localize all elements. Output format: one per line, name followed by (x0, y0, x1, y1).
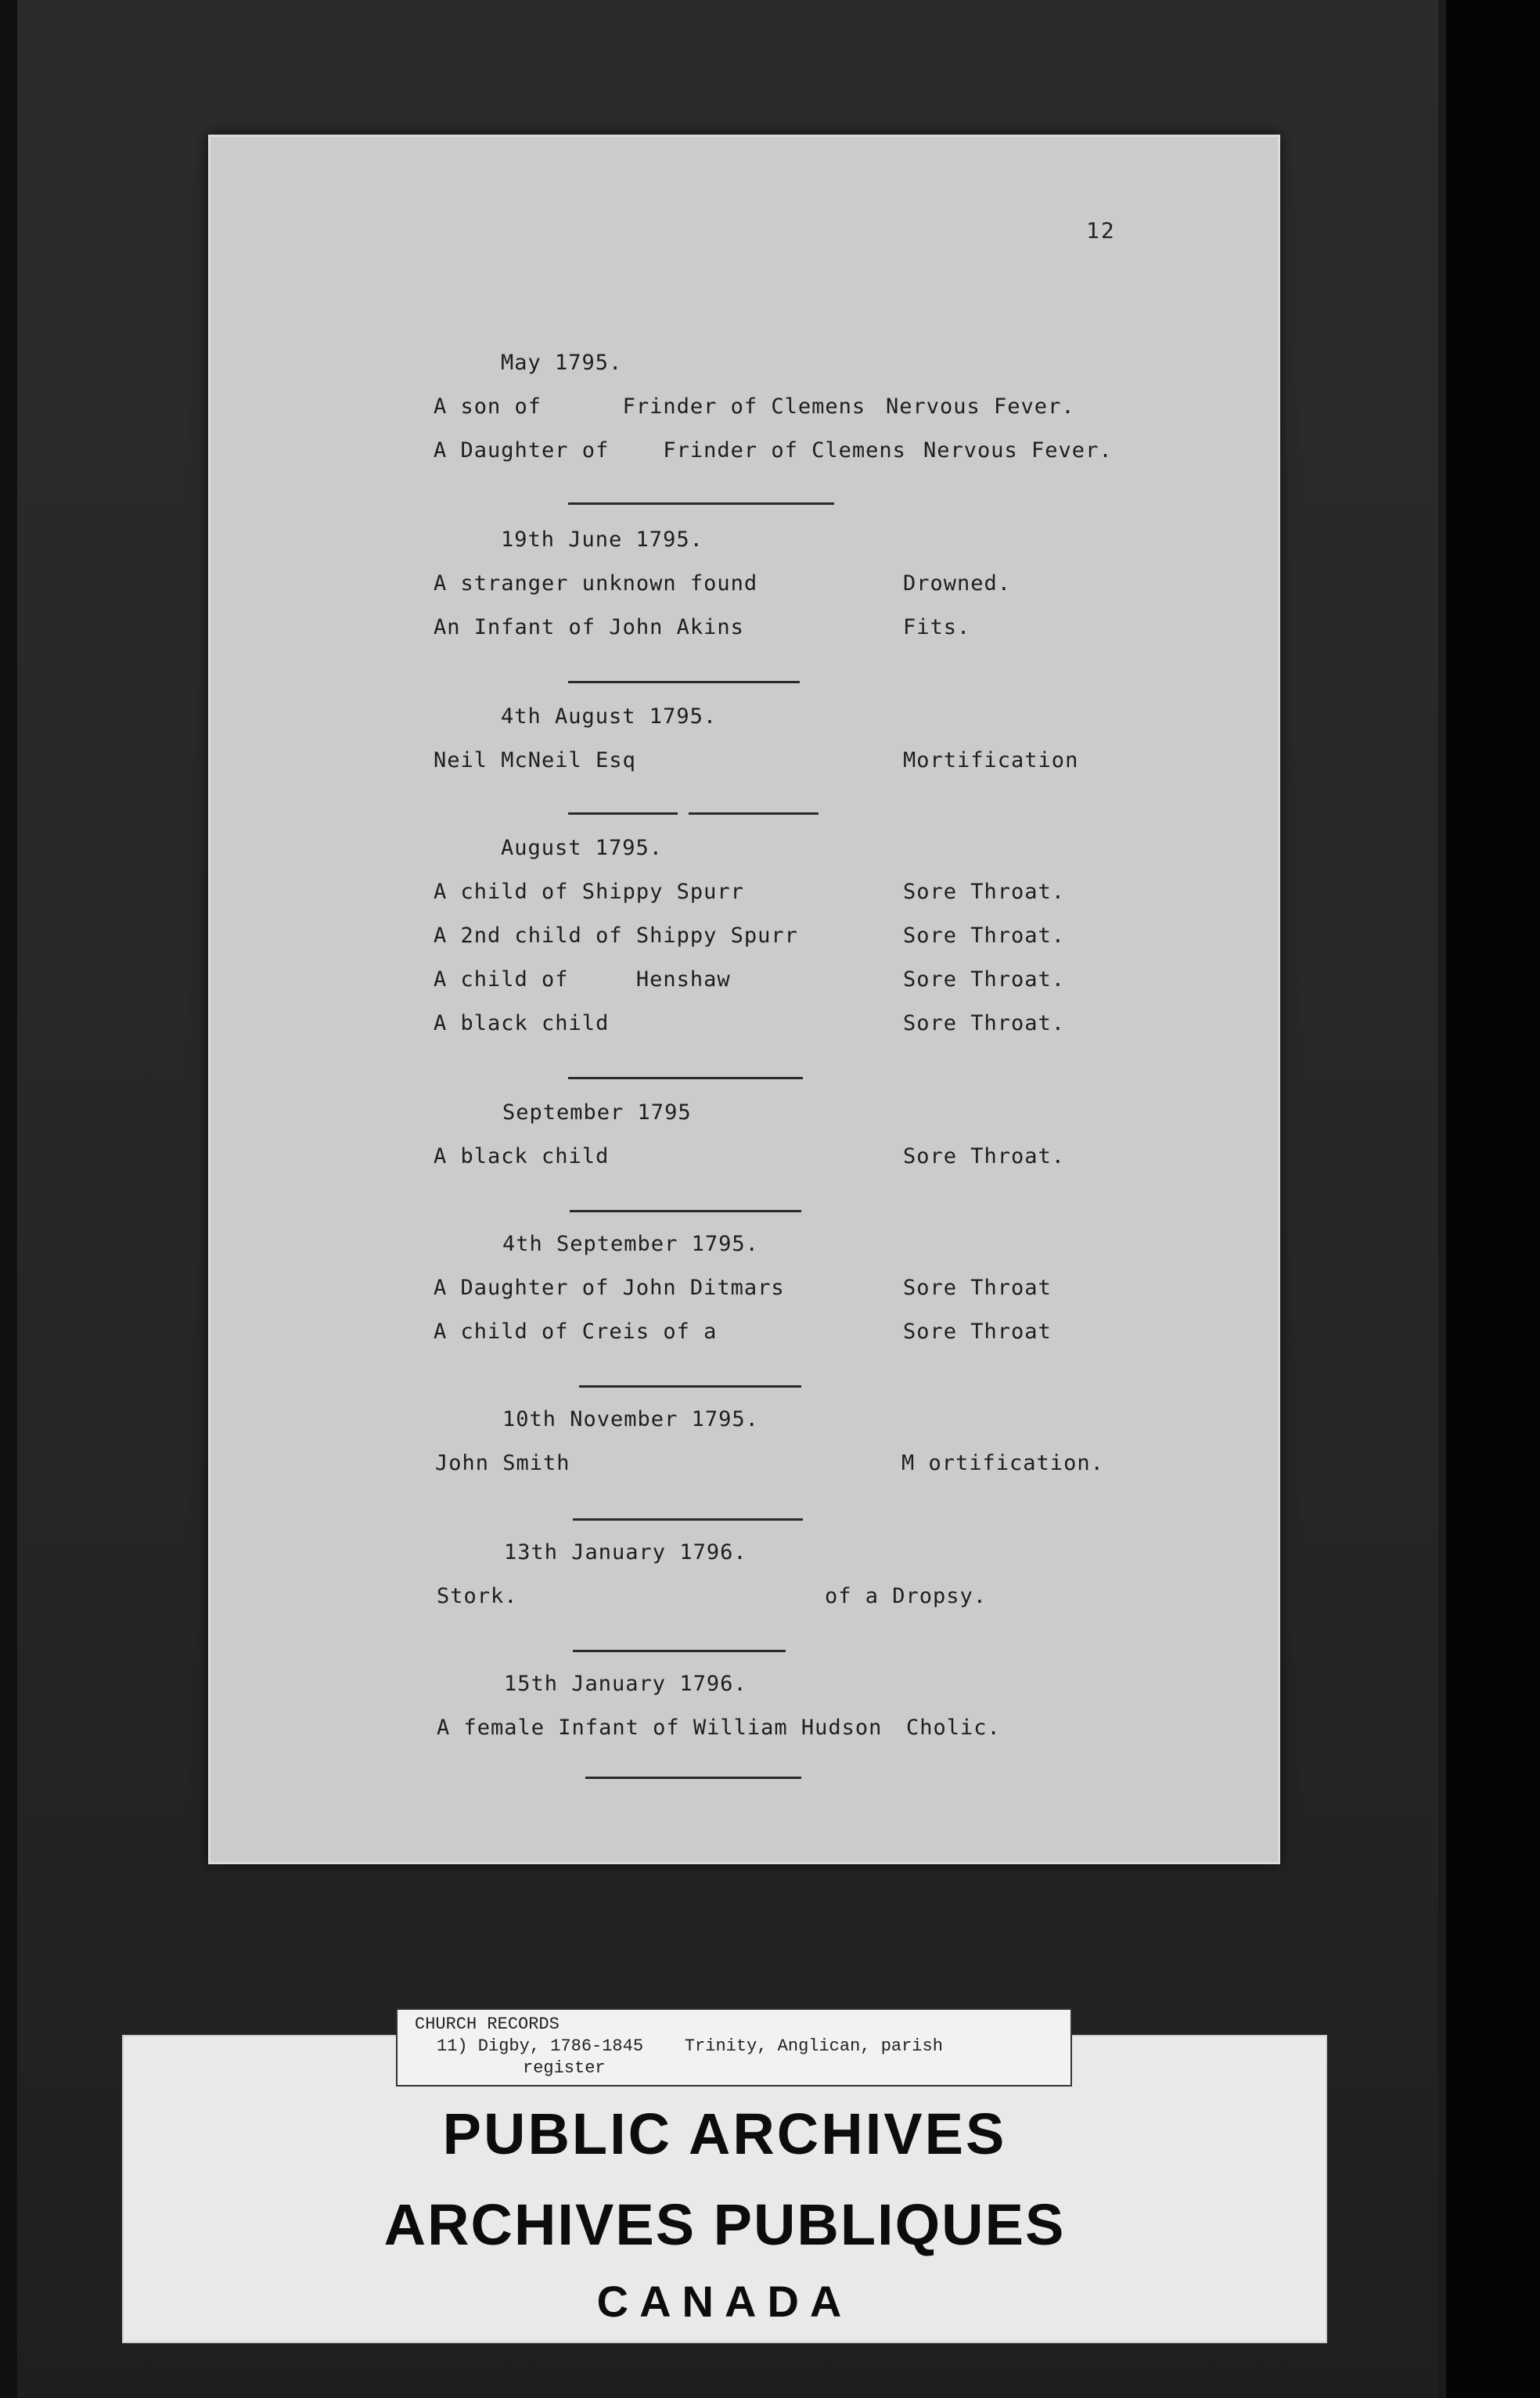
section-divider (570, 1210, 801, 1212)
register-page (208, 135, 1280, 1864)
entry-date: September 1795 (502, 1100, 692, 1125)
entry-name: A child of Creis of a (434, 1320, 718, 1344)
entry-cause: Sore Throat. (903, 1144, 1066, 1168)
record-description-cont: register (523, 2058, 606, 2078)
entry-cause: Sore Throat. (903, 967, 1066, 992)
entry-cause: Sore Throat. (903, 880, 1066, 904)
entry-cause: Sore Throat (903, 1320, 1052, 1344)
archives-country: CANADA (596, 2277, 853, 2326)
film-edge-divider (1438, 0, 1446, 2398)
section-divider (689, 812, 819, 815)
entry-cause: Mortification (903, 748, 1079, 772)
entry-name: A son of Frinder of Clemens (434, 394, 866, 419)
entry-cause: Sore Throat. (903, 924, 1066, 948)
archives-title-fr: ARCHIVES PUBLIQUES (383, 2192, 1066, 2257)
entry-cause: Sore Throat. (903, 1011, 1066, 1035)
entry-name: Neil McNeil Esq (434, 748, 636, 772)
entry-cause: of a Dropsy. (825, 1584, 988, 1608)
entry-cause: Sore Throat (903, 1276, 1052, 1300)
entry-name: Stork. (437, 1584, 518, 1608)
film-edge-left (0, 0, 17, 2398)
entry-date: 10th November 1795. (502, 1407, 759, 1431)
section-divider (568, 681, 800, 683)
page-number: 12 (1086, 218, 1116, 243)
entry-name: A female Infant of William Hudson (437, 1716, 883, 1740)
entry-date: 4th August 1795. (501, 704, 718, 729)
entry-name: A black child (434, 1144, 610, 1168)
entry-date: 19th June 1795. (501, 527, 703, 552)
section-divider (568, 502, 834, 505)
record-label-card (396, 2008, 1072, 2087)
section-divider (568, 1077, 803, 1079)
entry-name: John Smith (435, 1451, 570, 1475)
entry-cause: Nervous Fever. (886, 394, 1075, 419)
entry-date: 13th January 1796. (504, 1540, 747, 1564)
film-edge-right (1446, 0, 1540, 2398)
entry-date: 15th January 1796. (504, 1672, 747, 1696)
entry-date: 4th September 1795. (502, 1232, 759, 1256)
entry-name: An Infant of John Akins (434, 615, 744, 639)
section-divider (579, 1385, 801, 1388)
entry-cause: Nervous Fever. (923, 438, 1113, 463)
archives-title-en: PUBLIC ARCHIVES (442, 2101, 1007, 2166)
entry-cause: Cholic. (906, 1716, 1001, 1740)
section-divider (568, 812, 678, 815)
entry-name: A stranger unknown found (434, 571, 758, 596)
entry-name: A Daughter of John Ditmars (434, 1276, 785, 1300)
record-description: 11) Digby, 1786-1845 Trinity, Anglican, parish (437, 2036, 943, 2056)
entry-date: May 1795. (501, 351, 623, 375)
entry-cause: Fits. (903, 615, 971, 639)
entry-date: August 1795. (501, 836, 664, 860)
entry-name: A Daughter of Frinder of Clemens (434, 438, 906, 463)
entry-cause: Drowned. (903, 571, 1012, 596)
entry-name: A 2nd child of Shippy Spurr (434, 924, 798, 948)
section-divider (585, 1777, 801, 1779)
section-divider (573, 1650, 786, 1652)
entry-cause: M ortification. (901, 1451, 1104, 1475)
entry-name: A child of Henshaw (434, 967, 731, 992)
entry-name: A child of Shippy Spurr (434, 880, 744, 904)
section-divider (573, 1518, 803, 1521)
entry-name: A black child (434, 1011, 610, 1035)
record-category: CHURCH RECORDS (415, 2015, 560, 2034)
